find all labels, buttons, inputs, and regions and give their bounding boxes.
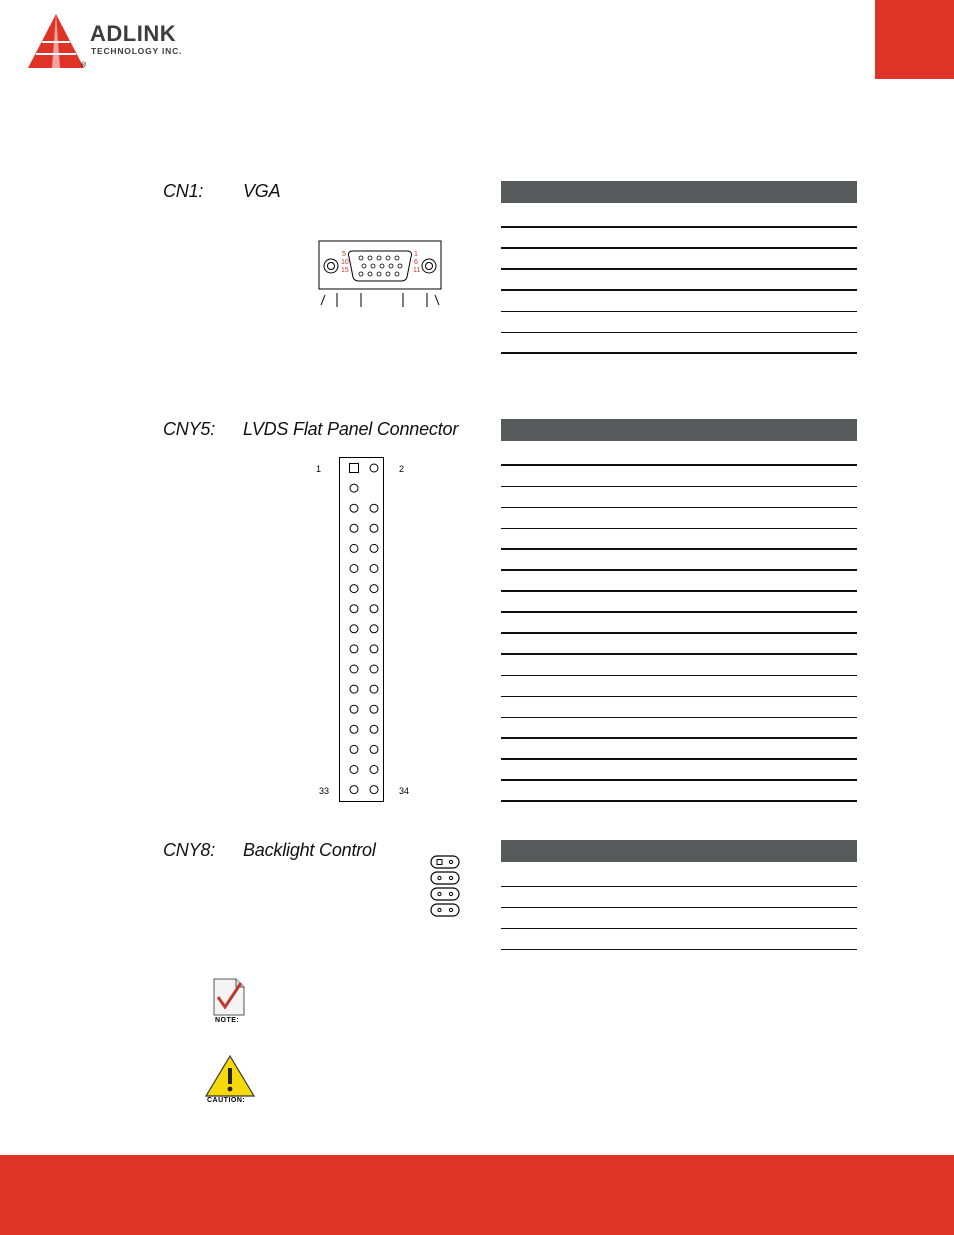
lvds-pin: [350, 504, 358, 512]
lvds-pin: [370, 585, 378, 593]
table-row: [501, 508, 857, 529]
table-row: [501, 634, 857, 655]
cn1-pin-table: [501, 181, 857, 354]
section-code-cny5: CNY5:: [163, 419, 216, 439]
lvds-pin: [350, 544, 358, 552]
lvds-pin: [370, 504, 378, 512]
note-caption: NOTE:: [215, 1017, 240, 1024]
lvds-pin: [370, 766, 378, 774]
table-row: [501, 249, 857, 270]
table-row: [501, 781, 857, 802]
lvds-pin: [350, 766, 358, 774]
table-row: [501, 228, 857, 249]
table-row: [501, 655, 857, 676]
lvds-pin: [350, 665, 358, 673]
lvds-pin: [370, 665, 378, 673]
registered-mark: ®: [81, 62, 87, 69]
section-title-cny8: Backlight Control: [243, 840, 376, 860]
lvds-pin: [370, 786, 378, 794]
table-row: [501, 908, 857, 929]
table-row: [501, 466, 857, 487]
adlink-logo: [26, 12, 216, 74]
table-header: [501, 419, 857, 441]
lvds-pin: [350, 625, 358, 633]
lvds-pin: [350, 605, 358, 613]
lvds-pin-label: 1: [316, 464, 322, 474]
lvds-pin: [350, 685, 358, 693]
table-row: [501, 613, 857, 634]
corner-tab: [875, 0, 954, 79]
adlink-pyramid-logo-icon: [26, 12, 88, 74]
lvds-pin: [370, 685, 378, 693]
lvds-pin: [350, 745, 358, 753]
caution-caption: CAUTION:: [207, 1097, 246, 1104]
table-row: [501, 441, 857, 466]
lvds-pin: [350, 645, 358, 653]
table-row: [501, 718, 857, 739]
table-row: [501, 929, 857, 950]
table-row: [501, 760, 857, 781]
table-row: [501, 887, 857, 908]
vga-pin-label: 5: [342, 251, 346, 258]
cny5-pin-table: [501, 419, 857, 802]
lvds-pin: [370, 625, 378, 633]
lvds-pin-label: 33: [319, 786, 330, 796]
table-row: [501, 203, 857, 228]
lvds-pin: [350, 725, 358, 733]
lvds-pin: [370, 745, 378, 753]
vga-connector-diagram: [317, 237, 445, 313]
lvds-pin: [370, 605, 378, 613]
table-row: [501, 529, 857, 550]
table-header: [501, 181, 857, 203]
lvds-pin: [370, 544, 378, 552]
table-row: [501, 291, 857, 312]
lvds-pin: [370, 725, 378, 733]
table-row: [501, 862, 857, 887]
table-row: [501, 312, 857, 333]
backlight-connector-diagram: [428, 853, 462, 917]
vga-pin-label: 1: [414, 251, 418, 258]
lvds-pin-label: 2: [399, 464, 405, 474]
cny8-pin-table: [501, 840, 857, 950]
table-row: [501, 739, 857, 760]
vga-pin-label: 15: [341, 267, 349, 274]
lvds-pin-label: 34: [399, 786, 410, 796]
section-code-cn1: CN1:: [163, 181, 204, 201]
lvds-pin: [350, 565, 358, 573]
footer-band: [0, 1155, 954, 1235]
caution-warning-icon: [204, 1054, 256, 1108]
lvds-pin: [370, 524, 378, 532]
table-row: [501, 550, 857, 571]
lvds-pin: [350, 585, 358, 593]
table-row: [501, 487, 857, 508]
lvds-pin: [350, 705, 358, 713]
table-row: [501, 592, 857, 613]
table-row: [501, 571, 857, 592]
vga-pin-label: 6: [414, 259, 418, 266]
table-row: [501, 333, 857, 354]
table-row: [501, 676, 857, 697]
section-title-cn1: VGA: [243, 181, 281, 201]
lvds-pin: [370, 565, 378, 573]
brand-subtitle: TECHNOLOGY INC.: [91, 46, 183, 56]
lvds-pin: [350, 786, 358, 794]
lvds-pin: [350, 524, 358, 532]
lvds-pin: [370, 464, 378, 472]
table-row: [501, 270, 857, 291]
lvds-pin: [350, 484, 358, 492]
lvds-pin-square: [350, 464, 359, 473]
lvds-pin: [370, 645, 378, 653]
section-code-cny8: CNY8:: [163, 840, 216, 860]
vga-pin-label: 10: [341, 259, 349, 266]
lvds-pin: [370, 705, 378, 713]
note-checkmark-icon: [210, 975, 250, 1029]
brand-name: ADLINK: [90, 21, 177, 46]
section-title-cny5: LVDS Flat Panel Connector: [243, 419, 459, 439]
lvds-connector-diagram: [313, 440, 413, 810]
vga-pin-label: 11: [413, 267, 421, 274]
table-row: [501, 697, 857, 718]
table-header: [501, 840, 857, 862]
